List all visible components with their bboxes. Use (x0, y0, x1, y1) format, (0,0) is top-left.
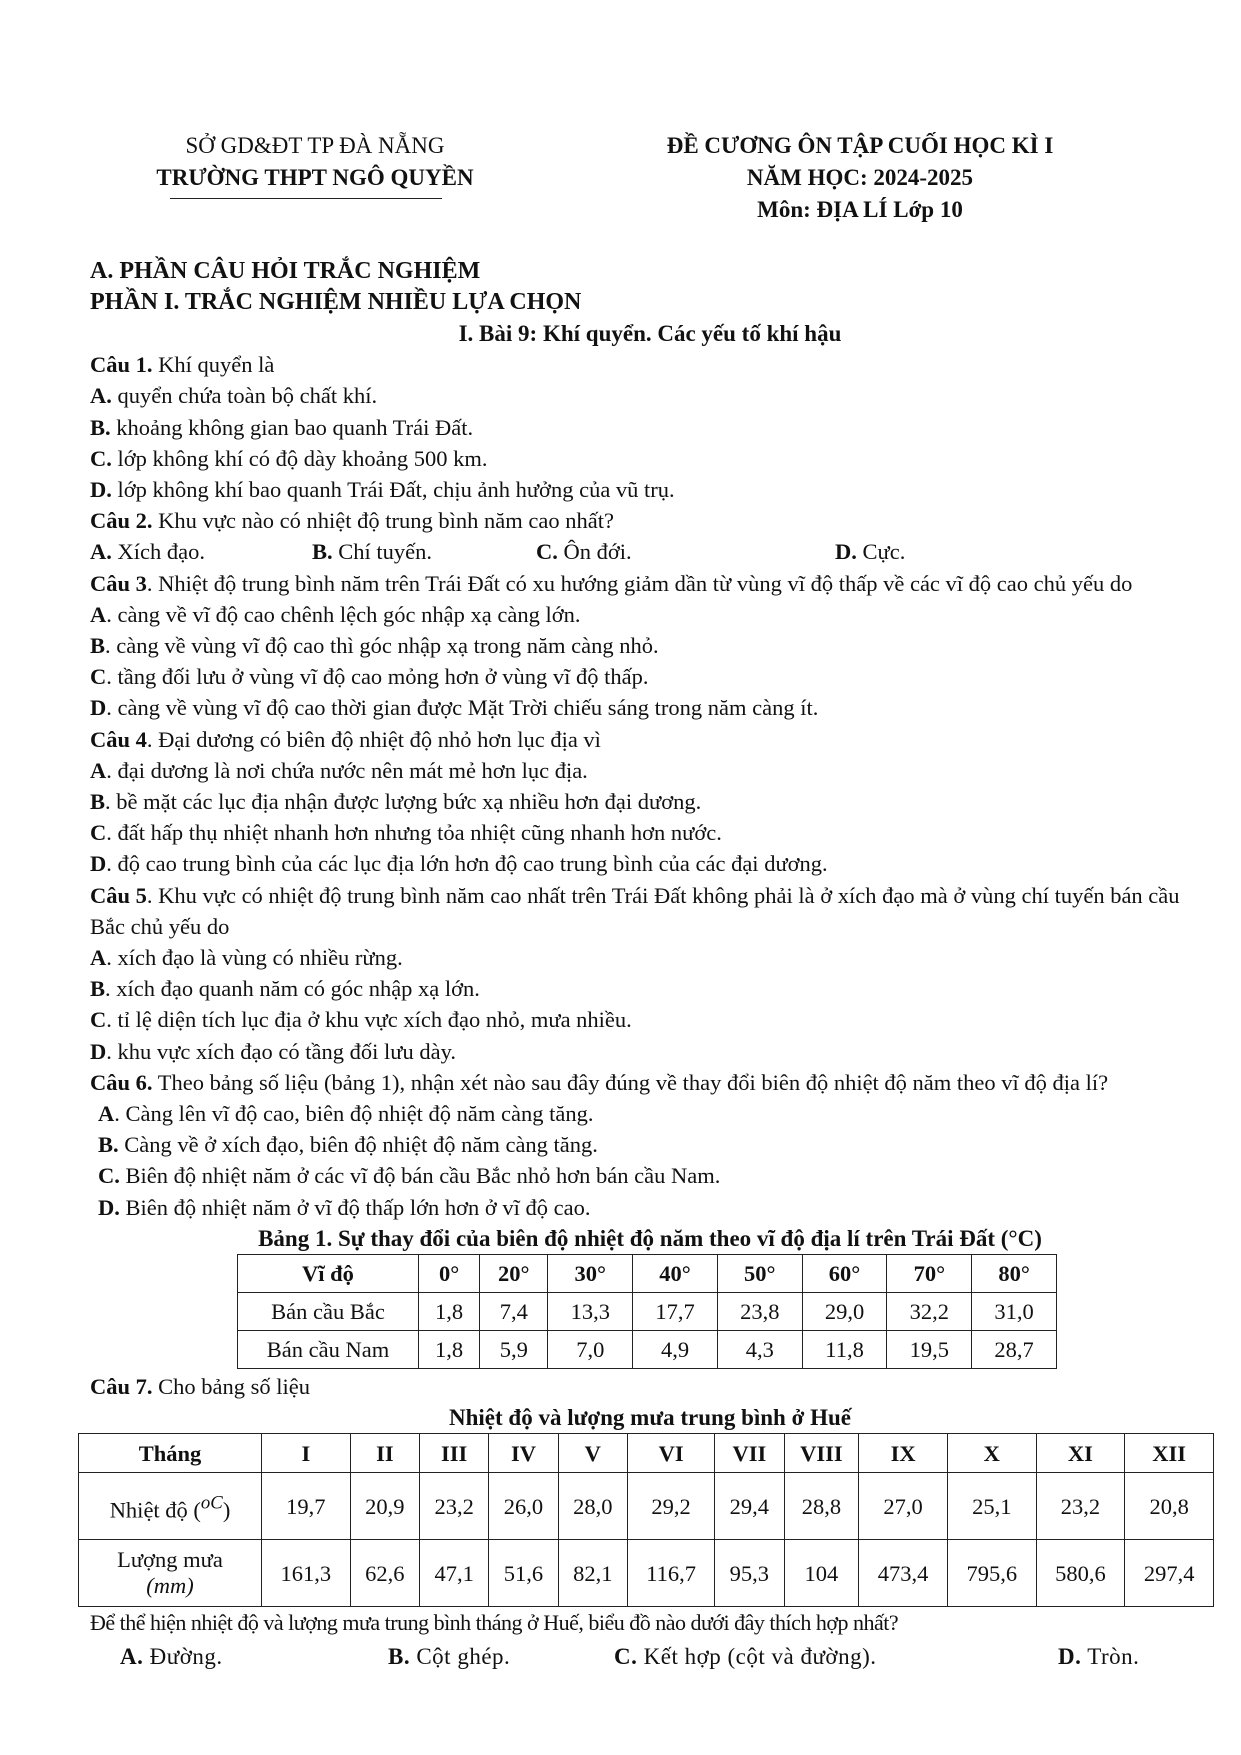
option-d (90, 692, 1210, 723)
option-text: . xích đạo quanh năm có góc nhập xạ lớn. (105, 976, 480, 1002)
header-divider (170, 198, 442, 199)
option-text: Xích đạo. (111, 539, 205, 565)
table-cell: 5,9 (480, 1331, 548, 1369)
option-key: B. (388, 1643, 411, 1669)
document-content (90, 256, 1210, 1673)
question-1 (90, 349, 1210, 380)
table-header-cell: VI (627, 1434, 714, 1473)
option-text: . đại dương là nơi chứa nước nên mát mẻ hơn lục địa. (106, 757, 588, 783)
table-cell: 7,0 (548, 1331, 633, 1369)
school-year: NĂM HỌC: 2024-2025 (746, 165, 974, 190)
option-c (90, 661, 1210, 692)
option-c (614, 1641, 877, 1672)
option-key: D. (835, 539, 857, 565)
question-text: Cho bảng số liệu (152, 1374, 311, 1400)
option-key: B (90, 633, 106, 659)
table-cell: 7,4 (480, 1293, 548, 1331)
option-d (90, 848, 1210, 879)
question-4 (90, 724, 1210, 755)
option-key: B. (98, 1132, 119, 1158)
table-header-cell: Tháng (79, 1434, 262, 1473)
option-c (536, 536, 632, 567)
table-cell: 26,0 (489, 1473, 558, 1540)
table-cell: Bán cầu Bắc (238, 1293, 419, 1331)
option-c (90, 817, 1210, 848)
option-row (90, 536, 1210, 567)
table-header-cell: IX (859, 1434, 948, 1473)
option-key: A (98, 1101, 115, 1127)
question-number: Câu 7. (90, 1374, 153, 1400)
option-text: Biên độ nhiệt năm ở vĩ độ thấp lớn hơn ở vĩ độ cao. (119, 1194, 591, 1220)
header-left (120, 130, 510, 194)
table-header-cell: Vĩ độ (238, 1255, 419, 1293)
table-header-cell: 50° (717, 1255, 802, 1293)
table-1-caption: Bảng 1. Sự thay đổi của biên độ nhiệt độ năm theo vĩ độ địa lí trên Trái Đất (°C) (258, 1225, 1042, 1251)
table-cell: 11,8 (802, 1331, 887, 1369)
option-text: quyển chứa toàn bộ chất khí. (111, 383, 378, 409)
header-right (565, 130, 1155, 226)
table-cell: 47,1 (419, 1540, 488, 1607)
question-text: Khí quyển là (152, 352, 275, 378)
question-6 (90, 1067, 1210, 1098)
option-key: A (90, 601, 107, 627)
table-row (238, 1331, 1057, 1369)
question-text: . Đại dương có biên độ nhiệt độ nhỏ hơn lục địa vì (146, 726, 601, 752)
option-text: . khu vực xích đạo có tầng đối lưu dày. (106, 1038, 456, 1064)
option-c (90, 1004, 1210, 1035)
option-key: A. (90, 539, 112, 565)
option-key: C. (98, 1163, 120, 1189)
option-text: Ôn đới. (557, 539, 632, 565)
option-a (120, 1641, 223, 1672)
table-header-cell: 70° (887, 1255, 972, 1293)
option-b (90, 973, 1210, 1004)
option-key: A. (90, 383, 112, 409)
table-cell: 28,8 (784, 1473, 859, 1540)
table-header-cell: 30° (548, 1255, 633, 1293)
table-cell: 104 (784, 1540, 859, 1607)
option-d (90, 1192, 1210, 1223)
table-cell: 4,9 (633, 1331, 718, 1369)
option-b (90, 786, 1210, 817)
option-text: Kết hợp (cột và đường). (637, 1643, 877, 1669)
option-text: . độ cao trung bình của các lục địa lớn hơn độ cao trung bình của các đại dương. (106, 851, 828, 877)
department-name: SỞ GD&ĐT TP ĐÀ NẴNG (185, 133, 445, 158)
option-c (90, 443, 1210, 474)
option-a (90, 380, 1210, 411)
table-cell: 17,7 (633, 1293, 718, 1331)
table-header-cell: III (419, 1434, 488, 1473)
option-text: . bề mặt các lục địa nhận được lượng bức xạ nhiều hơn đại dương. (105, 789, 702, 815)
option-key: B. (90, 414, 111, 440)
table-header-cell: V (558, 1434, 627, 1473)
table-header-cell: 0° (419, 1255, 480, 1293)
option-a (90, 755, 1210, 786)
table-header-cell: 40° (633, 1255, 718, 1293)
school-name: TRƯỜNG THPT NGÔ QUYỀN (156, 165, 474, 190)
table-header-cell: IV (489, 1434, 558, 1473)
option-text: . xích đạo là vùng có nhiều rừng. (106, 945, 403, 971)
option-key: A. (120, 1643, 144, 1669)
row-label-text: Nhiệt độ ( (109, 1497, 201, 1523)
question-number: Câu 2. (90, 508, 153, 534)
option-key: C. (90, 445, 112, 471)
table-header-cell: 20° (480, 1255, 548, 1293)
document-title: ĐỀ CƯƠNG ÔN TẬP CUỐI HỌC KÌ I (666, 133, 1054, 158)
option-d (90, 474, 1210, 505)
table-header-cell: I (262, 1434, 351, 1473)
question-number: Câu 6. (90, 1069, 153, 1095)
option-b (312, 536, 432, 567)
table-2 (78, 1433, 1214, 1607)
option-text: lớp không khí có độ dày khoảng 500 km. (111, 445, 488, 471)
option-row (90, 1639, 1210, 1673)
option-key: D. (98, 1194, 120, 1220)
table-cell: 20,9 (350, 1473, 419, 1540)
question-5 (90, 880, 1210, 942)
option-key: C. (536, 539, 558, 565)
table-header-cell: VII (715, 1434, 784, 1473)
table-cell: 62,6 (350, 1540, 419, 1607)
table-cell: 19,7 (262, 1473, 351, 1540)
question-number: Câu 5 (90, 882, 147, 908)
row-label-unit: oC (200, 1492, 223, 1514)
table-header-row (238, 1255, 1057, 1293)
table-header-cell: 80° (972, 1255, 1057, 1293)
table-cell: 29,4 (715, 1473, 784, 1540)
option-b (388, 1641, 510, 1672)
question-number: Câu 4 (90, 726, 147, 752)
table-header-cell: 60° (802, 1255, 887, 1293)
table-cell: Bán cầu Nam (238, 1331, 419, 1369)
row-label-unit: (mm) (146, 1573, 194, 1599)
table-cell: 161,3 (262, 1540, 351, 1607)
option-b (90, 1129, 1210, 1160)
question-text: . Khu vực có nhiệt độ trung bình năm cao nhất trên Trái Đất không phải là ở xích đạo mà ở vùng chí tuyến bán cầu Bắc chủ yếu do (90, 882, 1180, 939)
option-key: D (90, 695, 107, 721)
table-cell: 95,3 (715, 1540, 784, 1607)
table-cell: 19,5 (887, 1331, 972, 1369)
table-row (79, 1540, 1214, 1607)
part-1-heading: PHẦN I. TRẮC NGHIỆM NHIỀU LỰA CHỌN (90, 289, 582, 315)
option-text: . càng về vĩ độ cao chênh lệch góc nhập xạ càng lớn. (106, 601, 581, 627)
table-cell: 82,1 (558, 1540, 627, 1607)
question-3 (90, 568, 1210, 599)
option-key: D. (90, 477, 112, 503)
table-row (238, 1293, 1057, 1331)
option-d (835, 536, 905, 567)
option-key: C. (614, 1643, 638, 1669)
table-cell: 13,3 (548, 1293, 633, 1331)
option-a (90, 1098, 1210, 1129)
table-header-cell: XI (1036, 1434, 1125, 1473)
table-header-cell: X (947, 1434, 1036, 1473)
option-c (90, 1160, 1210, 1191)
table-1 (237, 1254, 1057, 1369)
option-key: B (90, 789, 106, 815)
table-cell: 20,8 (1125, 1473, 1214, 1540)
question-7 (90, 1371, 1210, 1402)
question-number: Câu 3 (90, 570, 147, 596)
row-label-text: Lượng mưa (117, 1547, 223, 1573)
table-cell: 795,6 (947, 1540, 1036, 1607)
subject-line: Môn: ĐỊA LÍ Lớp 10 (757, 197, 963, 222)
option-text: khoảng không gian bao quanh Trái Đất. (110, 414, 474, 440)
table-cell: 32,2 (887, 1293, 972, 1331)
lesson-heading: I. Bài 9: Khí quyển. Các yếu tố khí hậu (458, 321, 842, 346)
table-cell: 29,2 (627, 1473, 714, 1540)
table-2-title: Nhiệt độ và lượng mưa trung bình ở Huế (449, 1405, 851, 1431)
question-text: Theo bảng số liệu (bảng 1), nhận xét nào sau đây đúng về thay đổi biên độ nhiệt độ năm theo vĩ độ địa lí? (152, 1069, 1109, 1095)
option-key: C (90, 1007, 107, 1033)
question-number: Câu 1. (90, 352, 153, 378)
table-header-row (79, 1434, 1214, 1473)
table-cell: 473,4 (859, 1540, 948, 1607)
section-a-heading: A. PHẦN CÂU HỎI TRẮC NGHIỆM (90, 258, 481, 284)
option-key: D. (1058, 1643, 1082, 1669)
option-a (90, 942, 1210, 973)
option-text: . Càng lên vĩ độ cao, biên độ nhiệt độ năm càng tăng. (114, 1101, 594, 1127)
option-text: . tầng đối lưu ở vùng vĩ độ cao mỏng hơn ở vùng vĩ độ thấp. (106, 664, 649, 690)
table-cell: 580,6 (1036, 1540, 1125, 1607)
table-cell: 27,0 (859, 1473, 948, 1540)
table-cell: 25,1 (947, 1473, 1036, 1540)
option-a (90, 599, 1210, 630)
option-b (90, 412, 1210, 443)
option-d (90, 1036, 1210, 1067)
table-cell: 29,0 (802, 1293, 887, 1331)
option-key: B. (312, 539, 333, 565)
option-key: D (90, 851, 107, 877)
option-d (1058, 1641, 1139, 1672)
table-cell: 31,0 (972, 1293, 1057, 1331)
option-text: . càng về vùng vĩ độ cao thì góc nhập xạ trong năm càng nhỏ. (105, 633, 659, 659)
table-cell: 23,2 (419, 1473, 488, 1540)
table-cell: 23,2 (1036, 1473, 1125, 1540)
table-cell: 1,8 (419, 1331, 480, 1369)
row-label-rainfall (79, 1540, 262, 1607)
table-header-cell: XII (1125, 1434, 1214, 1473)
table-cell: 28,7 (972, 1331, 1057, 1369)
table-cell: 23,8 (717, 1293, 802, 1331)
option-key: A (90, 945, 107, 971)
option-text: Biên độ nhiệt năm ở các vĩ độ bán cầu Bắc nhỏ hơn bán cầu Nam. (119, 1163, 721, 1189)
option-text: Đường. (143, 1643, 223, 1669)
table-cell: 51,6 (489, 1540, 558, 1607)
question-text: Khu vực nào có nhiệt độ trung bình năm cao nhất? (152, 508, 614, 534)
row-label-temperature (79, 1473, 262, 1540)
option-text: Cực. (856, 539, 906, 565)
question-text: . Nhiệt độ trung bình năm trên Trái Đất có xu hướng giảm dần từ vùng vĩ độ thấp về các vĩ độ cao chủ yếu do (146, 570, 1133, 596)
option-text: Cột ghép. (410, 1643, 511, 1669)
option-text: lớp không khí bao quanh Trái Đất, chịu ảnh hưởng của vũ trụ. (111, 477, 675, 503)
row-label-text: ) (222, 1497, 231, 1523)
question-2 (90, 505, 1210, 536)
table-header-cell: II (350, 1434, 419, 1473)
question-7-prompt: Để thể hiện nhiệt độ và lượng mưa trung bình tháng ở Huế, biểu đồ nào dưới đây thích hợp nhất? (90, 1610, 899, 1636)
table-cell: 28,0 (558, 1473, 627, 1540)
option-text: Càng về ở xích đạo, biên độ nhiệt độ năm càng tăng. (118, 1132, 598, 1158)
option-key: C (90, 664, 107, 690)
option-b (90, 630, 1210, 661)
option-text: . tỉ lệ diện tích lục địa ở khu vực xích đạo nhỏ, mưa nhiều. (106, 1007, 632, 1033)
option-text: . càng về vùng vĩ độ cao thời gian được Mặt Trời chiếu sáng trong năm càng ít. (106, 695, 819, 721)
option-text: Chí tuyến. (332, 539, 433, 565)
option-text: . đất hấp thụ nhiệt nhanh hơn nhưng tỏa nhiệt cũng nhanh hơn nước. (106, 820, 722, 846)
table-row (79, 1473, 1214, 1540)
option-key: D (90, 1038, 107, 1064)
table-cell: 1,8 (419, 1293, 480, 1331)
table-header-cell: VIII (784, 1434, 859, 1473)
table-cell: 297,4 (1125, 1540, 1214, 1607)
table-cell: 116,7 (627, 1540, 714, 1607)
option-key: C (90, 820, 107, 846)
option-key: A (90, 757, 107, 783)
table-cell: 4,3 (717, 1331, 802, 1369)
option-a (90, 536, 205, 567)
option-key: B (90, 976, 106, 1002)
option-text: Tròn. (1081, 1643, 1140, 1669)
